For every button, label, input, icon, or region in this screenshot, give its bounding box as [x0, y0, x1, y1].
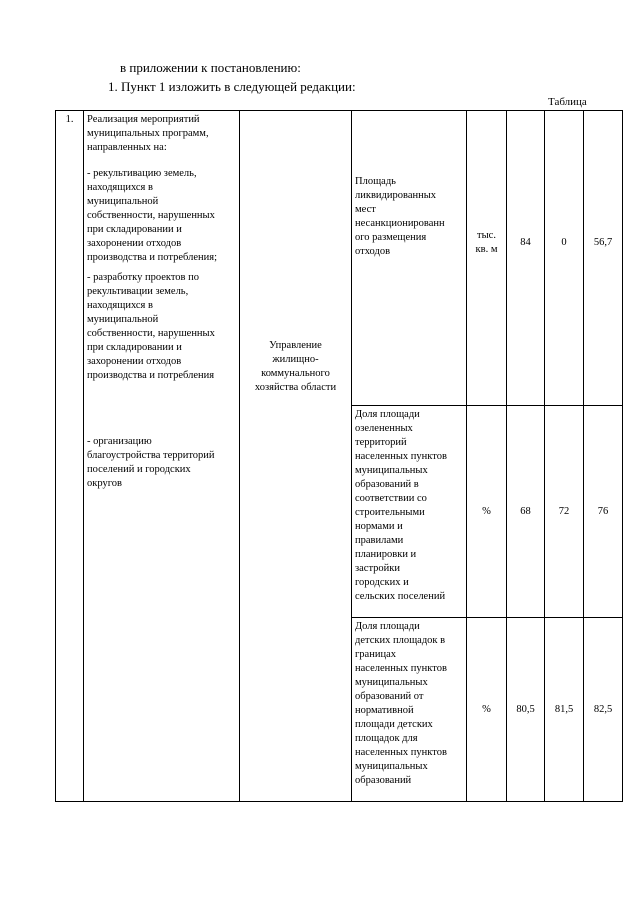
indicator-value: 72: [545, 406, 584, 618]
intro-line-2: 1. Пункт 1 изложить в следующей редакции:: [108, 79, 356, 94]
table-label: Таблица: [548, 96, 587, 108]
indicator-unit: %: [467, 406, 507, 618]
indicator-value: 81,5: [545, 618, 584, 802]
indicator-value: 76: [584, 406, 623, 618]
indicators-table: [55, 110, 623, 802]
executor-cell: [240, 111, 352, 802]
indicator-unit: %: [467, 618, 507, 802]
executor-name: Управление жилищно- коммунального хозяйства области: [254, 340, 337, 393]
indicator-value: 0: [545, 111, 584, 406]
row-number: 1.: [56, 111, 84, 802]
indicator-value: 80,5: [507, 618, 545, 802]
indicator-value: 82,5: [584, 618, 623, 802]
indicator-value: 68: [507, 406, 545, 618]
table-row: [56, 111, 623, 406]
indicator-value: 84: [507, 111, 545, 406]
indicator-unit: тыс. кв. м: [467, 111, 507, 406]
activity-improvement: - организацию благоустройства территорий поселений и городских округов: [87, 436, 215, 489]
activities-cell: [84, 111, 240, 802]
indicator-name: Доля площади детских площадок в границах населенных пунктов муниципальных образований от нормативной площади детских площадок для населенных пунктов муниципальных образований: [352, 618, 467, 802]
indicator-name: Площадь ликвидированных мест несанкционированн ого размещения отходов: [352, 111, 467, 406]
indicator-value: 56,7: [584, 111, 623, 406]
indicator-name: Доля площади озелененных территорий населенных пунктов муниципальных образований в соответствии со строительными нормами и правилами планировки и застройки городских и сельских поселений: [352, 406, 467, 618]
intro-line-1: в приложении к постановлению:: [120, 60, 301, 75]
activity-projects: - разработку проектов по рекультивации земель, находящихся в муниципальной собственности, нарушенных при складировании и захоронении отходов производства и потребления: [87, 272, 215, 381]
activity-reclamation: - рекультивацию земель, находящихся в муниципальной собственности, нарушенных при складировании и захоронении отходов производства и потребления;: [87, 168, 217, 263]
activities-intro: Реализация мероприятий муниципальных программ, направленных на:: [87, 114, 209, 153]
